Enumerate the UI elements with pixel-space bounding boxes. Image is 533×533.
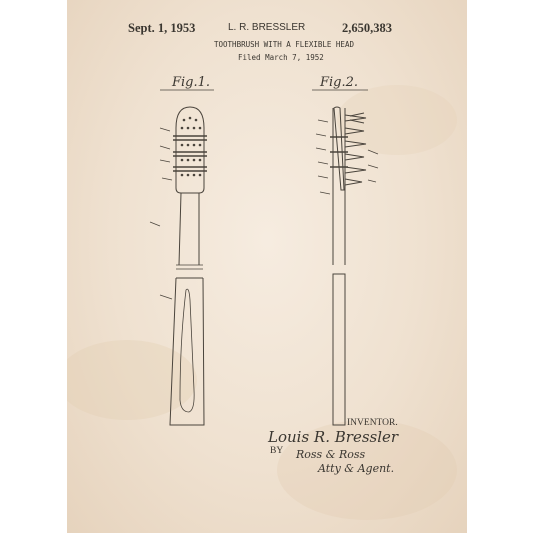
by-label: BY xyxy=(270,446,284,456)
fig1-label: Fig.1. xyxy=(172,75,211,90)
filed-date: Filed March 7, 1952 xyxy=(238,53,324,62)
attorney-signature: Ross & Ross xyxy=(296,448,366,461)
inventor-caption: INVENTOR. xyxy=(347,418,398,428)
fig2-label: Fig.2. xyxy=(320,75,359,90)
inventor-header: L. R. BRESSLER xyxy=(228,22,306,33)
fig2-toothbrush-drawing xyxy=(316,107,378,425)
patent-date: Sept. 1, 1953 xyxy=(128,21,196,35)
patent-number: 2,650,383 xyxy=(342,21,392,35)
patent-title: TOOTHBRUSH WITH A FLEXIBLE HEAD xyxy=(214,40,354,49)
attorney-caption: Atty & Agent. xyxy=(318,462,395,475)
fig1-toothbrush-drawing xyxy=(150,107,207,425)
inventor-signature: Louis R. Bressler xyxy=(268,428,399,446)
